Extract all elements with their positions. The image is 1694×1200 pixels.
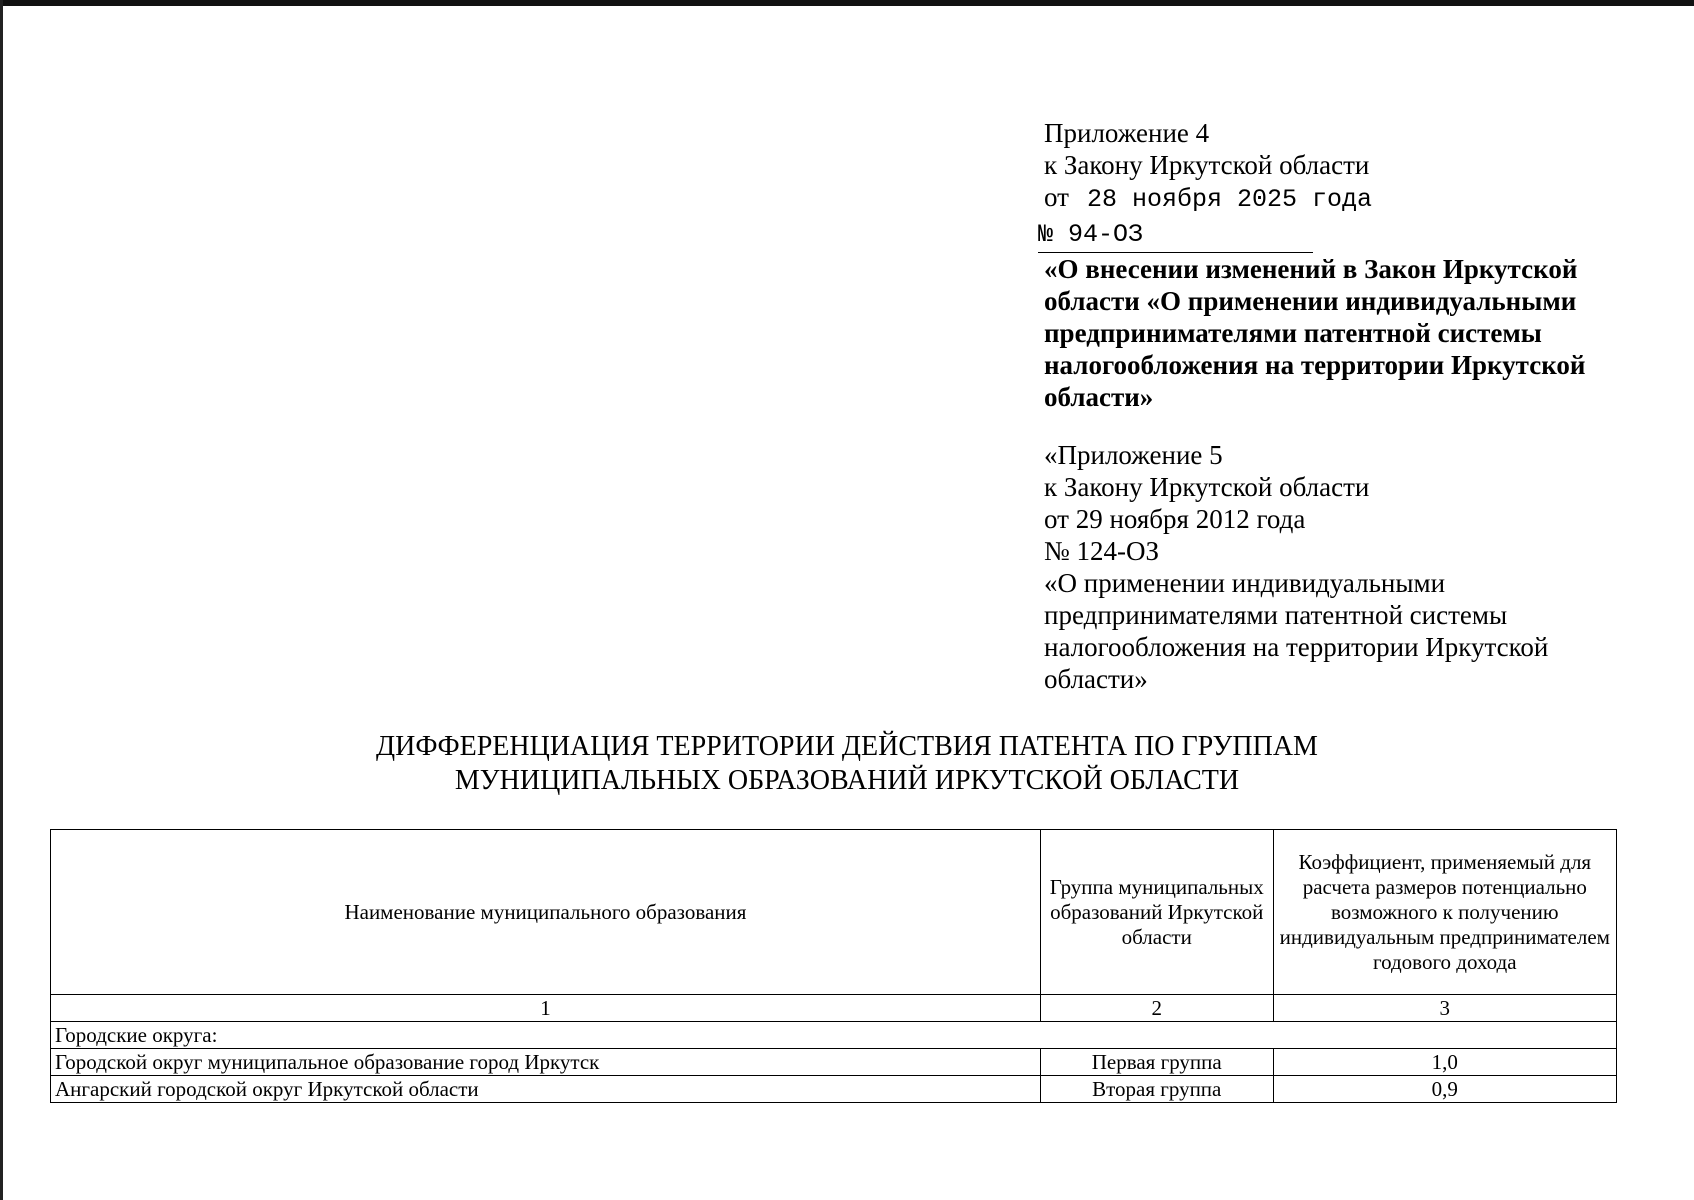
table-header-row	[51, 830, 1617, 995]
scan-border-top	[0, 0, 1694, 6]
column-number-3: 3	[1273, 995, 1616, 1022]
annex-date-line	[1044, 181, 1644, 216]
annex-number-line	[1038, 216, 1644, 253]
group-value: Вторая группа	[1040, 1076, 1273, 1103]
coefficient-value: 0,9	[1273, 1076, 1616, 1103]
appendix5-line-2: к Закону Иркутской области	[1044, 472, 1370, 502]
header-group: Группа муниципальных образований Иркутской области	[1040, 830, 1273, 995]
table-row	[51, 1049, 1617, 1076]
municipality-name: Ангарский городской округ Иркутской области	[51, 1076, 1041, 1103]
heading-line-2: МУНИЦИПАЛЬНЫХ ОБРАЗОВАНИЙ ИРКУТСКОЙ ОБЛАСТИ	[454, 765, 1240, 796]
annex-date-value: 28 ноября 2025 года	[1086, 185, 1372, 214]
annex-date-label: от	[1044, 182, 1069, 212]
appendix5-line-3: от 29 ноября 2012 года	[1044, 504, 1306, 534]
appendix5-line-4: № 124-ОЗ	[1044, 536, 1160, 566]
group-value: Первая группа	[1040, 1049, 1273, 1076]
municipality-name: Городской округ муниципальное образование город Иркутск	[51, 1049, 1041, 1076]
column-number-2: 2	[1040, 995, 1273, 1022]
section-label: Городские округа:	[51, 1022, 1617, 1049]
table-row	[51, 1076, 1617, 1103]
coefficient-value: 1,0	[1273, 1049, 1616, 1076]
annex-line-2: к Закону Иркутской области	[1044, 150, 1370, 180]
spacer	[1044, 413, 1644, 439]
column-number-row	[51, 995, 1617, 1022]
heading-line-1: ДИФФЕРЕНЦИАЦИЯ ТЕРРИТОРИИ ДЕЙСТВИЯ ПАТЕНТА ПО ГРУППАМ	[376, 731, 1318, 762]
appendix5-title: «О применении индивидуальными предпринимателями патентной системы налогообложения на территории Иркутской области»	[1044, 568, 1549, 694]
header-coefficient: Коэффициент, применяемый для расчета размеров потенциально возможного к получению индивидуальным предпринимателем годового дохода	[1273, 830, 1616, 995]
scan-border-left	[0, 0, 3, 1200]
section-row	[51, 1022, 1617, 1049]
annex-line-1: Приложение 4	[1044, 118, 1210, 148]
differentiation-table	[50, 829, 1617, 1103]
header-municipality-name: Наименование муниципального образования	[51, 830, 1041, 995]
annex-title: «О внесении изменений в Закон Иркутской области «О применении индивидуальными предпринимателями патентной системы налогообложения на территории Иркутской области»	[1044, 254, 1586, 412]
appendix5-line-1: «Приложение 5	[1044, 440, 1223, 470]
document-heading	[0, 730, 1694, 798]
annex-block	[1038, 117, 1644, 695]
column-number-1: 1	[51, 995, 1041, 1022]
annex-number: № 94-ОЗ	[1038, 219, 1313, 253]
